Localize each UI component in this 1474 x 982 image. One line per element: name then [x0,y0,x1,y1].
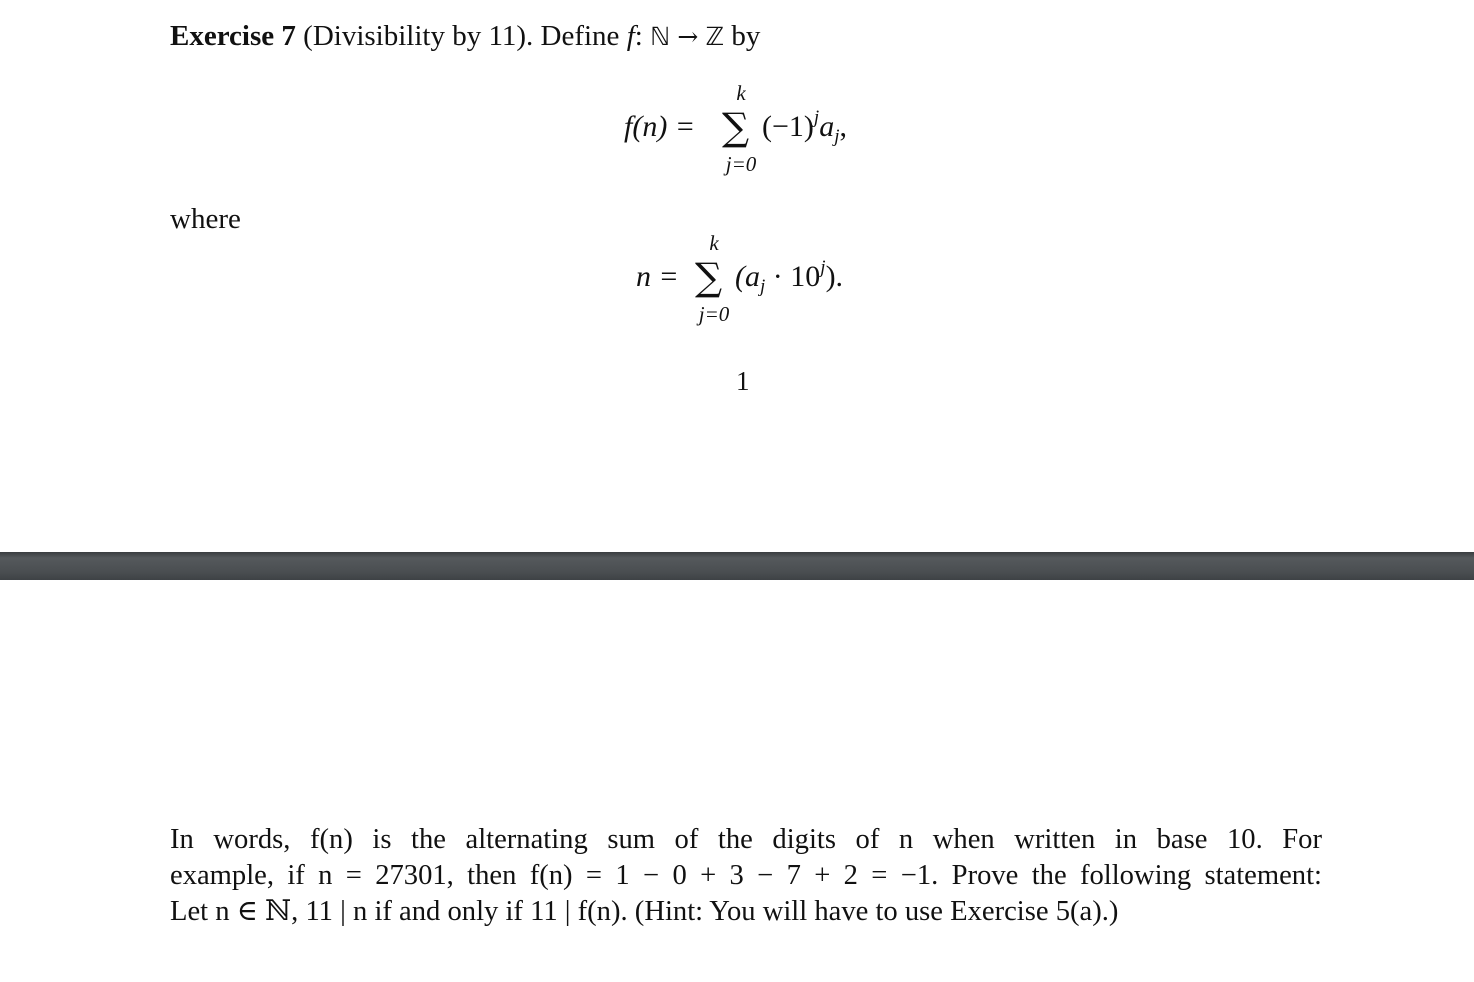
define-text: Define [540,20,620,52]
equation2-sigma: ∑ [695,255,723,299]
equation2-upper-limit: k [709,231,719,255]
equation1-upper-limit: k [736,81,746,105]
paragraph-line-1: In words, f(n) is the alternating sum of the digits of n when written in base 10. For [170,824,1322,855]
equation2-term-end: ). [825,260,844,293]
domain-symbol: ℕ [650,22,671,51]
equation2-term-subscript: j [760,276,766,297]
equation1-lhs: f(n) = [624,110,696,143]
page-separator-bar [0,552,1474,580]
equation1-term-main: (−1) [762,110,814,143]
where-text: where [170,203,241,235]
exercise-title: (Divisibility by 11). [303,20,534,52]
paragraph-line-3: Let n ∈ ℕ, 11 | n if and only if 11 | f(n). (Hint: You will have to use Exercise 5(a).) [170,896,1119,927]
equation-n-expansion [0,0,1474,340]
exercise-label: Exercise 7 [170,20,296,52]
equation1-term-subscript: j [834,126,840,147]
equation1-sigma: ∑ [722,105,750,149]
paragraph-line-2: example, if n = 27301, then f(n) = 1 − 0 + 3 − 7 + 2 = −1. Prove the following statement: [170,860,1322,891]
by-text: by [731,20,761,52]
equation2-lower-limit: j=0 [698,302,730,326]
equation2-term-open: (a [735,260,760,293]
equation1-lower-limit: j=0 [725,152,757,176]
function-symbol: f [626,20,635,52]
codomain-symbol: ℤ [705,22,725,51]
colon-symbol: : [634,20,643,52]
exercise-body-paragraph [170,822,1322,930]
equation2-term-exponent: j [820,257,826,278]
equation2-lhs: n = [636,260,679,293]
equation1-term-a: a [819,110,835,143]
equation2-term-dot: · 10 [765,260,821,293]
equation1-term-end: , [839,110,847,143]
equation1-term-exponent: j [813,107,820,128]
equation2-term [735,257,844,297]
arrow-symbol: → [677,22,699,51]
page-number: 1 [736,366,750,396]
